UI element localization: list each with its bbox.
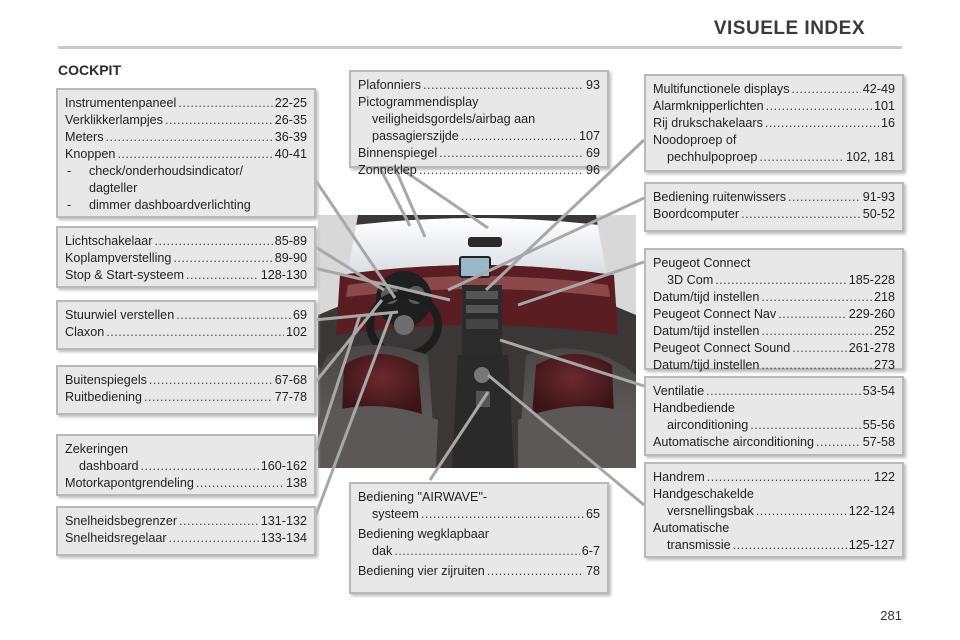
index-entry[interactable]: Datum/tijd instellen ..... 252: [653, 323, 895, 340]
index-entry[interactable]: airconditioning ..... 55-56: [653, 417, 895, 434]
index-entry[interactable]: Snelheidsbegrenzer ..... 131-132: [65, 513, 307, 530]
index-entry[interactable]: Binnenspiegel ..... 69: [358, 145, 600, 162]
cockpit-drawing: [318, 215, 636, 468]
index-entry[interactable]: passagierszijde ..... 107: [358, 128, 600, 145]
index-entry[interactable]: Koplampverstelling ..... 89-90: [65, 250, 307, 267]
bullet-item: - dimmer dashboardverlichting: [67, 198, 251, 212]
index-entry[interactable]: Stuurwiel verstellen ..... 69: [65, 307, 307, 324]
instrument-panel-box: [56, 88, 316, 218]
index-entry[interactable]: Automatische airconditioning ..... 57-58: [653, 434, 895, 451]
multifunction-box: Multifunctionele displays ..... 42-49 Alarmknipperlichten ..... 101 Rij drukschakelaars ..... 16 Noodoproep of pechhulpoproep ..... 102, 181: [644, 74, 904, 172]
index-entry[interactable]: Knoppen ..... 40-41: [65, 146, 307, 163]
index-entry[interactable]: Peugeot Connect Sound ..... 261-278: [653, 340, 895, 357]
index-entry[interactable]: Boordcomputer ..... 50-52: [653, 206, 895, 223]
index-entry[interactable]: Zonneklep ..... 96: [358, 162, 600, 179]
index-entry[interactable]: Meters ..... 36-39: [65, 129, 307, 146]
index-entry[interactable]: Plafonniers ..... 93: [358, 77, 600, 94]
index-entry[interactable]: Ventilatie ..... 53-54: [653, 383, 895, 400]
bullet-item: - check/onderhoudsindicator/ dagteller: [67, 164, 244, 195]
title-rule: [58, 46, 902, 49]
steering-box: [56, 300, 316, 350]
index-entry[interactable]: pechhulpoproep ..... 102, 181: [653, 149, 895, 166]
index-entry[interactable]: Handrem ..... 122: [653, 469, 895, 486]
index-entry[interactable]: versnellingsbak ..... 122-124: [653, 503, 895, 520]
airwave-box: Bediening "AIRWAVE"- systeem ..... 65 Bediening wegklapbaar dak ..... 6-7 Bediening vier zijruiten ..... 78: [349, 482, 609, 594]
ceiling-box: Plafonniers ..... 93 Pictogrammendisplay veiligheidsgordels/airbag aan passagierszijde ..... 107 Binnenspiegel ..... 69 Zonneklep ..... 96: [349, 70, 609, 168]
index-entry[interactable]: Datum/tijd instellen ..... 273: [653, 357, 895, 374]
index-entry[interactable]: Lichtschakelaar ..... 85-89: [65, 233, 307, 250]
cockpit-illustration: [318, 215, 636, 468]
ventilation-box: Ventilatie ..... 53-54 Handbediende airconditioning ..... 55-56 Automatische airconditioning ..... 57-58: [644, 376, 904, 456]
page-number: 281: [880, 608, 902, 623]
index-entry[interactable]: Instrumentenpaneel ..... 22-25: [65, 95, 307, 112]
index-entry[interactable]: Motorkapontgrendeling ..... 138: [65, 475, 307, 492]
section-heading: COCKPIT: [58, 62, 121, 78]
index-entry[interactable]: Datum/tijd instellen ..... 218: [653, 289, 895, 306]
index-entry[interactable]: 3D Com ..... 185-228: [653, 272, 895, 289]
index-entry[interactable]: Verklikkerlampjes ..... 26-35: [65, 112, 307, 129]
index-entry[interactable]: Claxon ..... 102: [65, 324, 307, 341]
index-entry[interactable]: Multifunctionele displays ..... 42-49: [653, 81, 895, 98]
wipers-box: [644, 182, 904, 232]
fuses-box: Zekeringen dashboard ..... 160-162 Motorkapontgrendeling ..... 138: [56, 434, 316, 496]
page-title: VISUELE INDEX: [713, 18, 865, 39]
index-entry[interactable]: dak ..... 6-7: [358, 543, 600, 560]
index-entry[interactable]: systeem ..... 65: [358, 506, 600, 523]
index-entry[interactable]: transmissie ..... 125-127: [653, 537, 895, 554]
index-entry[interactable]: Snelheidsregelaar ..... 133-134: [65, 530, 307, 547]
index-entry[interactable]: Stop & Start-systeem ..... 128-130: [65, 267, 307, 284]
index-entry[interactable]: Bediening ruitenwissers ..... 91-93: [653, 189, 895, 206]
mirrors-box: [56, 365, 316, 415]
lighting-box: [56, 226, 316, 288]
handbrake-box: Handrem ..... 122 Handgeschakelde versnellingsbak ..... 122-124 Automatische transmissie ..... 125-127: [644, 462, 904, 558]
connect-box: Peugeot Connect 3D Com ..... 185-228 Datum/tijd instellen ..... 218 Peugeot Connect Nav ..... 229-260 Datum/tijd instellen ..... 252 Peugeot Connect Sound ..... 261-278 Datum/tijd instellen ..... 273: [644, 248, 904, 370]
index-entry[interactable]: Rij drukschakelaars ..... 16: [653, 115, 895, 132]
index-entry[interactable]: Peugeot Connect Nav ..... 229-260: [653, 306, 895, 323]
index-entry[interactable]: Bediening vier zijruiten ..... 78: [358, 563, 600, 580]
index-entry[interactable]: dashboard ..... 160-162: [65, 458, 307, 475]
index-entry[interactable]: Buitenspiegels ..... 67-68: [65, 372, 307, 389]
speed-box: [56, 506, 316, 556]
index-entry[interactable]: Alarmknipperlichten ..... 101: [653, 98, 895, 115]
index-entry[interactable]: Ruitbediening ..... 77-78: [65, 389, 307, 406]
